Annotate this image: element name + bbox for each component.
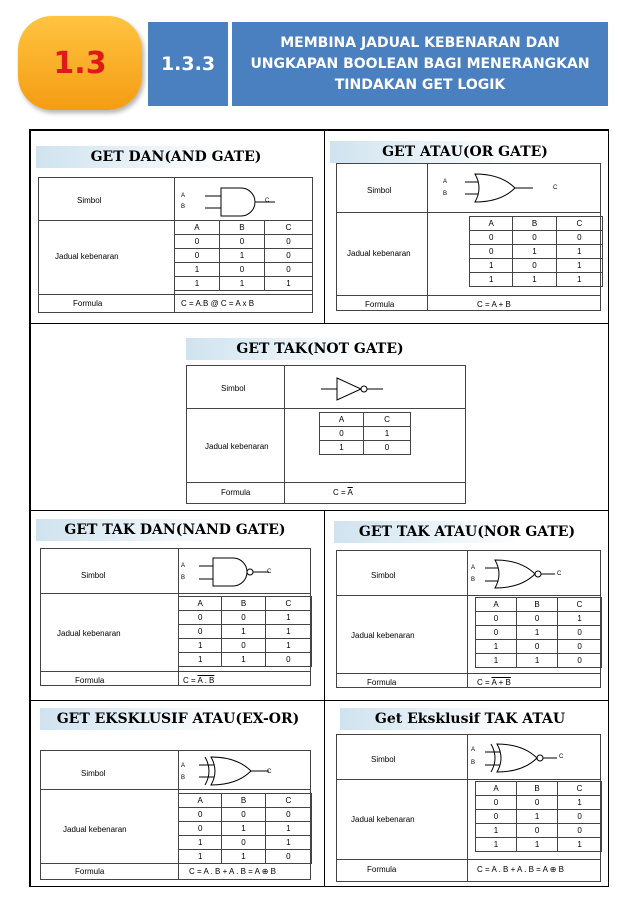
and-gate-icon [199, 184, 299, 220]
truth-table-cell: B [513, 217, 556, 231]
truth-table-cell: 1 [175, 263, 220, 277]
nand-truth-table [178, 596, 312, 667]
or-pin-a: A [443, 179, 448, 185]
truth-table-cell: 0 [470, 245, 513, 259]
xnor-title: Get Eksklusif TAK ATAU [340, 708, 600, 730]
truth-table-cell: 0 [558, 626, 602, 640]
truth-table-cell: 1 [264, 277, 312, 291]
truth-table-cell: A [470, 217, 513, 231]
nand-formula-label: Formula [75, 676, 105, 685]
and-formula: C = A.B @ C = A x B [181, 299, 255, 308]
nor-pin-c: C [557, 571, 562, 577]
or-gate-icon [457, 170, 557, 206]
truth-table-cell: 1 [222, 653, 265, 667]
truth-table-cell: 0 [179, 808, 222, 822]
truth-table-cell: 1 [513, 273, 556, 287]
truth-table-cell: 0 [222, 639, 265, 653]
xor-pin-c: C [267, 769, 272, 775]
truth-table-cell: 1 [558, 796, 602, 810]
truth-table-cell: 1 [219, 277, 264, 291]
table-divider [427, 164, 428, 310]
table-divider [41, 671, 310, 672]
truth-table-cell: 0 [476, 810, 517, 824]
truth-table-cell: 1 [265, 836, 311, 850]
truth-table-cell: A [476, 598, 517, 612]
nor-formula: C = A + B [477, 678, 511, 687]
or-title: GET ATAU(OR GATE) [330, 141, 600, 163]
truth-table-cell: 1 [265, 625, 311, 639]
xor-pin-b: B [181, 775, 186, 781]
or-formula-label: Formula [365, 300, 395, 309]
truth-table-cell: 0 [517, 796, 558, 810]
table-divider [187, 408, 465, 409]
truth-table-cell: 0 [476, 796, 517, 810]
and-formula-label: Formula [73, 299, 103, 308]
or-symbol-label: Simbol [367, 186, 392, 195]
table-divider [41, 863, 310, 864]
nand-pin-a: A [181, 563, 186, 569]
truth-table-cell: 0 [222, 808, 265, 822]
xnor-formula-label: Formula [367, 865, 397, 874]
section-number: 1.3.3 [148, 22, 228, 106]
xor-formula: C = A . B + A . B = A ⊕ B [189, 867, 276, 876]
truth-table-cell: 0 [476, 612, 517, 626]
truth-table-cell: 0 [517, 824, 558, 838]
xnor-truth-table [475, 781, 602, 852]
xnor-truth-label: Jadual kebenaran [351, 815, 415, 824]
nor-gate-icon [477, 555, 577, 593]
truth-table-cell: 0 [320, 427, 364, 441]
truth-table-cell: 1 [470, 259, 513, 273]
truth-table-cell: 1 [517, 810, 558, 824]
truth-table-cell: 0 [222, 836, 265, 850]
and-truth-table [174, 220, 313, 291]
truth-table-cell: 1 [222, 850, 265, 864]
xor-pin-a: A [181, 763, 186, 769]
xnor-pin-a: A [471, 747, 476, 753]
not-formula: $C = \overline{A}$ [333, 488, 353, 497]
truth-table-cell: 0 [179, 625, 222, 639]
truth-table-cell: C [558, 598, 602, 612]
truth-table-cell: 0 [558, 824, 602, 838]
truth-table-cell: 1 [556, 273, 602, 287]
truth-table-cell: 1 [517, 838, 558, 852]
truth-table-cell: 1 [363, 427, 410, 441]
truth-table-cell: B [222, 794, 265, 808]
or-pin-c: C [553, 185, 558, 191]
not-formula-label: Formula [221, 488, 251, 497]
truth-table-cell: 1 [513, 245, 556, 259]
and-pin-b: B [181, 204, 186, 210]
xor-sheet [40, 750, 311, 880]
truth-table-cell: 1 [222, 822, 265, 836]
truth-table-cell: 0 [264, 249, 312, 263]
truth-table-cell: 0 [175, 235, 220, 249]
xnor-sheet [336, 734, 601, 882]
truth-table-cell: 0 [179, 611, 222, 625]
truth-table-cell: 1 [558, 838, 602, 852]
truth-table-cell: A [179, 597, 222, 611]
not-sheet [186, 365, 466, 504]
truth-table-cell: B [222, 597, 265, 611]
truth-table-cell: 0 [558, 654, 602, 668]
truth-table-cell: 0 [517, 640, 558, 654]
xor-truth-label: Jadual kebenaran [63, 825, 127, 834]
nand-truth-label: Jadual kebenaran [57, 629, 121, 638]
nand-sheet [40, 548, 311, 686]
xnor-symbol-label: Simbol [371, 755, 396, 764]
and-symbol-label: Simbol [77, 196, 102, 205]
truth-table-cell: C [265, 597, 311, 611]
or-formula: C = A + B [477, 300, 511, 309]
xor-title: GET EKSKLUSIF ATAU(EX-OR) [40, 708, 316, 730]
or-pin-b: B [443, 191, 448, 197]
truth-table-cell: 0 [179, 822, 222, 836]
table-divider [337, 212, 600, 213]
truth-table-cell: 1 [320, 441, 364, 455]
truth-table-cell: 0 [513, 231, 556, 245]
truth-table-cell: C [363, 413, 410, 427]
nand-pin-b: B [181, 575, 186, 581]
table-divider [187, 482, 465, 483]
truth-table-cell: 1 [476, 654, 517, 668]
truth-table-cell: 0 [264, 263, 312, 277]
truth-table-cell: 1 [476, 640, 517, 654]
truth-table-cell: 0 [476, 626, 517, 640]
truth-table-cell: 1 [470, 273, 513, 287]
xnor-pin-c: C [559, 754, 564, 760]
nor-formula-label: Formula [367, 678, 397, 687]
truth-table-cell: 1 [476, 824, 517, 838]
truth-table-cell: 1 [222, 625, 265, 639]
truth-table-cell: 0 [219, 235, 264, 249]
nor-pin-b: B [471, 577, 476, 583]
truth-table-cell: B [517, 598, 558, 612]
nor-title: GET TAK ATAU(NOR GATE) [334, 521, 600, 543]
nand-pin-c: C [267, 569, 272, 575]
truth-table-cell: C [558, 782, 602, 796]
truth-table-cell: C [556, 217, 602, 231]
or-truth-table [469, 216, 603, 287]
truth-table-cell: 1 [556, 259, 602, 273]
and-truth-label: Jadual kebenaran [55, 252, 119, 261]
truth-table-cell: 0 [219, 263, 264, 277]
truth-table-cell: 0 [558, 810, 602, 824]
xnor-pin-b: B [471, 760, 476, 766]
nor-truth-label: Jadual kebenaran [351, 631, 415, 640]
truth-table-cell: 0 [265, 850, 311, 864]
truth-table-cell: C [264, 221, 312, 235]
or-truth-label: Jadual kebenaran [347, 249, 411, 258]
truth-table-cell: A [179, 794, 222, 808]
not-truth-label: Jadual kebenaran [205, 442, 269, 451]
table-divider [41, 593, 310, 594]
truth-table-cell: 0 [264, 235, 312, 249]
truth-table-cell: 0 [175, 249, 220, 263]
nor-symbol-label: Simbol [371, 571, 396, 580]
table-divider [337, 673, 600, 674]
nand-symbol-label: Simbol [81, 571, 106, 580]
or-sheet [336, 163, 601, 311]
and-title: GET DAN(AND GATE) [36, 146, 316, 168]
table-divider [467, 551, 468, 687]
table-divider [337, 595, 600, 596]
xor-symbol-label: Simbol [81, 769, 106, 778]
truth-table-cell: C [265, 794, 311, 808]
nand-title: GET TAK DAN(NAND GATE) [36, 519, 314, 541]
truth-table-cell: 1 [265, 822, 311, 836]
and-sheet [38, 177, 313, 313]
truth-table-cell: A [320, 413, 364, 427]
truth-table-cell: 0 [265, 653, 311, 667]
truth-table-cell: 1 [179, 836, 222, 850]
not-title: GET TAK(NOT GATE) [186, 338, 454, 360]
table-divider [39, 294, 312, 295]
truth-table-cell: A [476, 782, 517, 796]
truth-table-cell: 0 [513, 259, 556, 273]
truth-table-cell: A [175, 221, 220, 235]
truth-table-cell: B [517, 782, 558, 796]
truth-table-cell: 0 [558, 640, 602, 654]
nor-truth-table [475, 597, 602, 668]
xor-gate-icon [191, 753, 291, 789]
xnor-formula: C = A . B + A . B = A ⊕ B [477, 865, 564, 874]
truth-table-cell: 0 [265, 808, 311, 822]
not-gate-icon [317, 374, 407, 404]
truth-table-cell: 0 [222, 611, 265, 625]
truth-table-cell: 1 [179, 850, 222, 864]
truth-table-cell: 1 [558, 612, 602, 626]
truth-table-cell: 1 [179, 653, 222, 667]
table-divider [41, 789, 310, 790]
table-divider [337, 295, 600, 296]
truth-table-cell: 0 [470, 231, 513, 245]
xor-formula-label: Formula [75, 867, 105, 876]
truth-table-cell: 1 [517, 654, 558, 668]
truth-table-cell: 1 [179, 639, 222, 653]
truth-table-cell: 1 [219, 249, 264, 263]
truth-table-cell: B [219, 221, 264, 235]
truth-table-cell: 0 [517, 612, 558, 626]
and-pin-a: A [181, 193, 186, 199]
section-badge: 1.3 [18, 16, 142, 110]
truth-table-cell: 1 [265, 639, 311, 653]
table-divider [337, 779, 600, 780]
truth-table-cell: 0 [556, 231, 602, 245]
page-title: MEMBINA JADUAL KEBENARAN DAN UNGKAPAN BOOLEAN BAGI MENERANGKAN TINDAKAN GET LOGIK [232, 22, 608, 106]
not-symbol-label: Simbol [221, 384, 246, 393]
truth-table-cell: 1 [175, 277, 220, 291]
nand-gate-icon [191, 553, 291, 591]
truth-table-cell: 0 [363, 441, 410, 455]
nand-formula: C = A . B [183, 676, 215, 685]
truth-table-cell: 1 [265, 611, 311, 625]
not-truth-table [319, 412, 411, 455]
nor-pin-a: A [471, 565, 476, 571]
nor-sheet [336, 550, 601, 688]
xor-truth-table [178, 793, 312, 864]
truth-table-cell: 1 [517, 626, 558, 640]
truth-table-cell: 1 [556, 245, 602, 259]
truth-table-cell: 1 [476, 838, 517, 852]
and-pin-c: C [265, 198, 270, 204]
table-divider [337, 859, 600, 860]
